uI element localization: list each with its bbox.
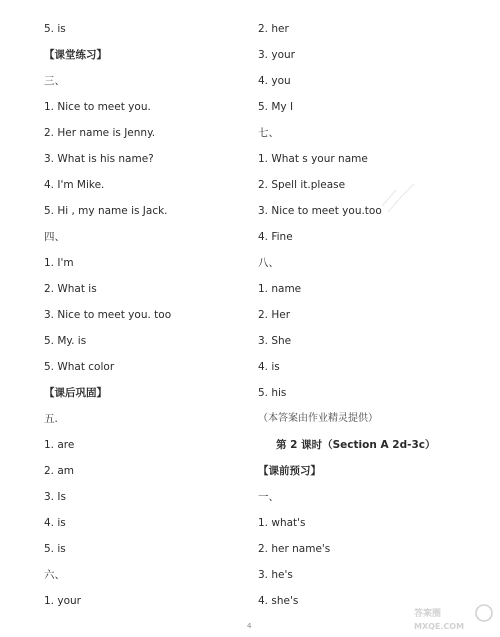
left-answer-column (44, 16, 244, 614)
page-number: 4 (247, 622, 252, 630)
answer-line-r-1-3: 3. he's (258, 569, 293, 581)
answer-line-r-7-2: 2. Spell it.please (258, 179, 346, 191)
answer-line-r-7-1: 1. What s your name (258, 153, 368, 165)
answer-line-r-section-1: 一、 (258, 491, 279, 503)
answer-line-l-3-5: 5. Hi , my name is Jack. (44, 205, 168, 217)
answer-line-r-5-my: 5. My I (258, 101, 294, 113)
answer-line-l-5-2: 2. am (44, 465, 75, 477)
answer-line-r-3-your: 3. your (258, 49, 295, 61)
answer-line-l-3-3: 3. What is his name? (44, 153, 154, 165)
answer-line-l-5-4: 4. is (44, 517, 66, 529)
answer-line-r-1-1: 1. what's (258, 517, 306, 529)
answer-line-l-4-1: 1. I'm (44, 257, 74, 269)
answer-line-l-3-4: 4. I'm Mike. (44, 179, 105, 191)
answer-line-l-section-6: 六、 (44, 569, 65, 581)
right-answer-column (258, 16, 488, 614)
answer-line-r-7-4: 4. Fine (258, 231, 293, 243)
answer-line-l-section-5: 五. (44, 413, 58, 425)
answer-line-l-5-is: 5. is (44, 23, 66, 35)
answer-line-l-4-5b: 5. What color (44, 361, 115, 373)
answer-line-r-8-3: 3. She (258, 335, 292, 347)
answer-line-l-4-2: 2. What is (44, 283, 97, 295)
answer-line-l-4-5a: 5. My. is (44, 335, 87, 347)
answer-line-l-5-3: 3. Is (44, 491, 66, 503)
answer-line-l-ketang-header: 【课堂练习】 (44, 49, 107, 61)
site-watermark-logo (410, 603, 496, 633)
answer-line-l-section-3: 三、 (44, 75, 65, 87)
answer-line-r-section-8: 八、 (258, 257, 279, 269)
answer-line-r-4-you: 4. you (258, 75, 291, 87)
answer-line-l-section-4: 四、 (44, 231, 65, 243)
answer-line-r-8-4: 4. is (258, 361, 280, 373)
answer-line-l-4-3: 3. Nice to meet you. too (44, 309, 172, 321)
faint-pencil-mark (378, 176, 418, 216)
answer-line-r-1-2: 2. her name's (258, 543, 331, 555)
answer-line-l-3-2: 2. Her name is Jenny. (44, 127, 156, 139)
answer-line-l-kehou-header: 【课后巩固】 (44, 387, 107, 399)
answer-line-r-7-3: 3. Nice to meet you.too (258, 205, 382, 217)
answer-line-r-keqian-header: 【课前预习】 (258, 465, 321, 477)
answer-line-l-6-1: 1. your (44, 595, 81, 607)
watermark-url-text: MXQE.COM (414, 622, 465, 631)
answer-line-r-lesson-title: 第 2 课时（Section A 2d-3c） (276, 439, 436, 451)
answer-line-r-1-4: 4. she's (258, 595, 299, 607)
answer-line-l-5-5: 5. is (44, 543, 66, 555)
answer-line-r-2-her: 2. her (258, 23, 289, 35)
answer-line-r-8-1: 1. name (258, 283, 302, 295)
answer-line-r-8-5: 5. his (258, 387, 287, 399)
answer-line-r-8-2: 2. Her (258, 309, 291, 321)
answer-line-l-5-1: 1. are (44, 439, 75, 451)
answer-line-l-3-1: 1. Nice to meet you. (44, 101, 151, 113)
watermark-brand-text: 答案圈 (414, 609, 442, 619)
answer-line-r-credit: （本答案由作业精灵提供） (258, 413, 378, 424)
answer-line-r-section-7: 七、 (258, 127, 279, 139)
